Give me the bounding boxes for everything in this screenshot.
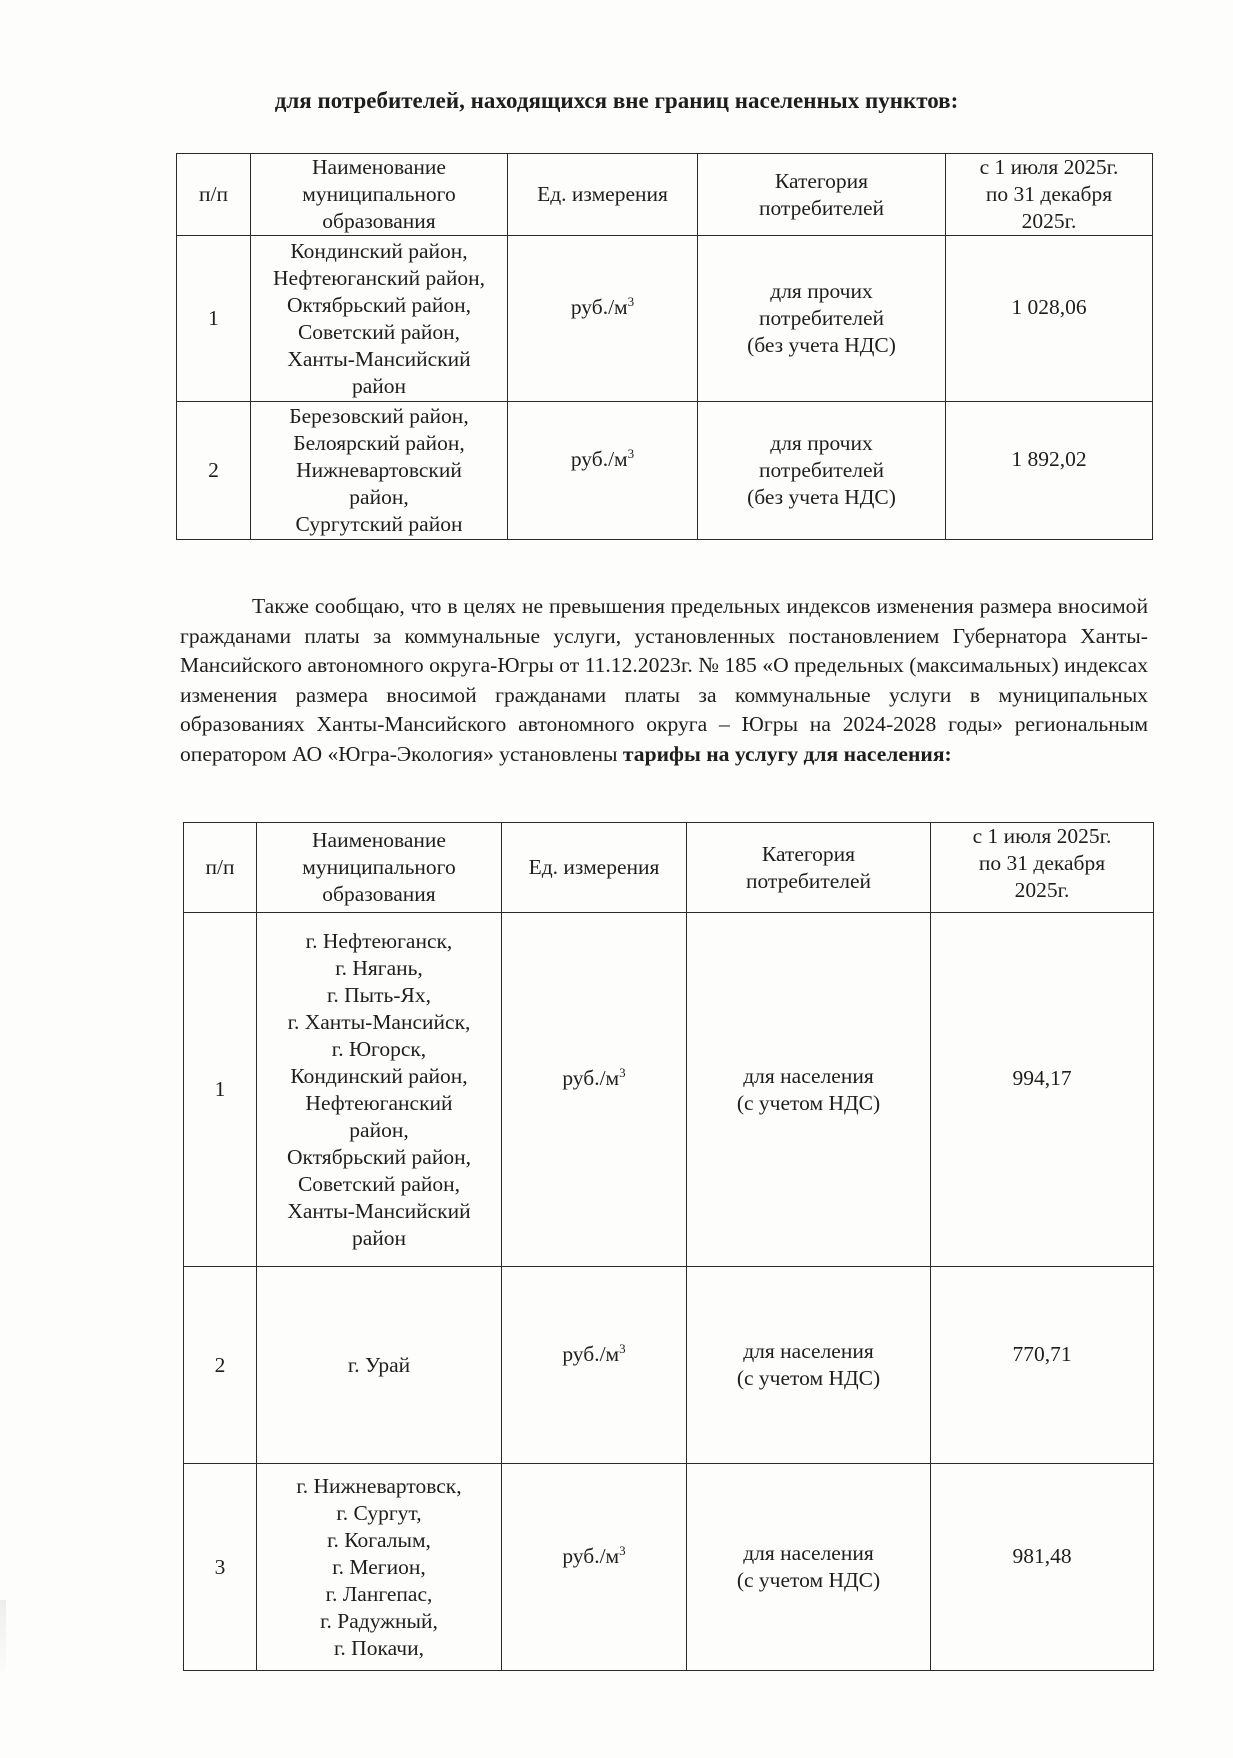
row-municipality: г. Нижневартовск, г. Сургут, г. Когалым, г. Мегион, г. Лангепас, г. Радужный, г. Покачи,	[257, 1464, 502, 1671]
tariff-table-other-consumers	[176, 153, 1153, 540]
section-heading: для потребителей, находящихся вне границ населенных пунктов:	[274, 88, 959, 113]
row-unit: $руб./м^3$	[508, 402, 698, 540]
row-municipality: г. Нефтеюганск, г. Нягань, г. Пыть-Ях, г. Ханты-Мансийск, г. Югорск, Кондинский район, Нефтеюганский район, Октябрьский район, Советский район, Ханты-Мансийский район	[257, 913, 502, 1267]
header-period: с 1 июля 2025г. по 31 декабря 2025г.	[946, 154, 1153, 236]
row-num: 2	[177, 402, 251, 540]
row-category: для прочих потребителей (без учета НДС)	[698, 236, 946, 402]
row-value: 1 892,02	[946, 402, 1153, 540]
row-unit: $руб./м^3$	[502, 1464, 687, 1671]
row-num: 1	[177, 236, 251, 402]
row-num: 3	[184, 1464, 257, 1671]
table-row	[184, 1464, 1154, 1671]
header-num: п/п	[184, 823, 257, 913]
row-num: 1	[184, 913, 257, 1267]
header-category: Категория потребителей	[698, 154, 946, 236]
row-value: 1 028,06	[946, 236, 1153, 402]
row-category: для прочих потребителей (без учета НДС)	[698, 402, 946, 540]
row-category: для населения (с учетом НДС)	[687, 1464, 931, 1671]
header-period: с 1 июля 2025г. по 31 декабря 2025г.	[931, 823, 1154, 913]
header-category: Категория потребителей	[687, 823, 931, 913]
row-num: 2	[184, 1267, 257, 1464]
row-value: 994,17	[931, 913, 1154, 1267]
row-value: 981,48	[931, 1464, 1154, 1671]
table-row	[184, 913, 1154, 1267]
table-header-row	[177, 154, 1153, 236]
header-num: п/п	[177, 154, 251, 236]
header-municipality: Наименование муниципального образования	[251, 154, 508, 236]
header-unit: Ед. измерения	[502, 823, 687, 913]
table-row	[184, 1267, 1154, 1464]
row-unit: $руб./м^3$	[508, 236, 698, 402]
row-unit: $руб./м^3$	[502, 1267, 687, 1464]
bold-phrase: тарифы на услугу для населения:	[622, 741, 952, 766]
table-row	[177, 402, 1153, 540]
row-category: для населения (с учетом НДС)	[687, 913, 931, 1267]
header-municipality: Наименование муниципального образования	[257, 823, 502, 913]
row-unit: $руб./м^3$	[502, 913, 687, 1267]
header-unit: Ед. измерения	[508, 154, 698, 236]
scan-edge-artifact	[0, 1600, 6, 1680]
tariff-table-population	[183, 822, 1154, 1671]
row-municipality: Березовский район, Белоярский район, Нижневартовский район, Сургутский район	[251, 402, 508, 540]
table-header-row	[184, 823, 1154, 913]
row-value: 770,71	[931, 1267, 1154, 1464]
table-row	[177, 236, 1153, 402]
row-municipality: Кондинский район, Нефтеюганский район, Октябрьский район, Советский район, Ханты-Мансийский район	[251, 236, 508, 402]
row-category: для населения (с учетом НДС)	[687, 1267, 931, 1464]
body-paragraph: Также сообщаю, что в целях не превышения предельных индексов изменения размера вносимой гражданами платы за коммунальные услуги, установленных постановлением Губернатора Ханты-Мансийского автономного округа-Югры от 11.12.2023г. № 185 «О предельных (максимальных) индексах изменения размера вносимой гражданами платы за коммунальные услуги в муниципальных образованиях Ханты-Мансийского автономного округа – Югры на 2024-2028 годы» региональным оператором АО «Югра-Экология» установлены тарифы на услугу для населения:	[180, 594, 1148, 766]
row-municipality: г. Урай	[257, 1267, 502, 1464]
